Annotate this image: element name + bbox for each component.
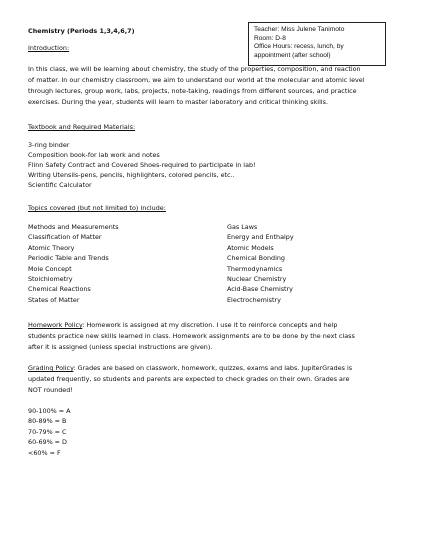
topic-item: Chemical Bonding: [227, 254, 285, 263]
topic-item: Methods and Measurements: [28, 223, 119, 231]
grade-scale-item: <60% = F: [28, 448, 61, 457]
topic-item: Mole Concept: [28, 264, 72, 273]
grading-scale: [28, 406, 402, 458]
teacher-name: Teacher: Miss Julene Tanimoto: [254, 26, 345, 33]
homework-line: after it is assigned (unless special instructions are given).: [28, 343, 213, 351]
grading-line: : Grades are based on classwork, homework, quizzes, exams and labs. JupiterGrades is: [73, 364, 353, 372]
grading-first-line: [28, 363, 402, 374]
materials-heading: Textbook and Required Materials:: [28, 123, 136, 131]
materials-list: [28, 140, 402, 190]
topic-item: Nuclear Chemistry: [227, 275, 287, 284]
topics-left-column: [28, 222, 208, 305]
homework-line: students practice new skills learned in class. Homework assignments are to be done by the next class: [28, 332, 355, 340]
topic-item: Periodic Table and Trends: [28, 254, 109, 263]
topic-item: Classification of Matter: [28, 233, 102, 242]
teacher-info-box: [248, 22, 386, 66]
material-item: Writing Utensils-pens, pencils, highlighters, colored pencils, etc..: [28, 171, 235, 179]
topics-heading: Topics covered (but not limited to) include:: [28, 204, 166, 212]
homework-first-line: [28, 320, 402, 331]
topic-item: Thermodynamics: [227, 264, 283, 273]
homework-heading: Homework Policy: [28, 321, 83, 329]
intro-line: exercises. During the year, students will learn to master laboratory and critical thinking skills.: [28, 98, 328, 106]
topic-item: Acid-Base Chemistry: [227, 285, 293, 294]
room-number: Room: D-8: [254, 34, 286, 42]
intro-line: of matter. In our chemistry classroom, we aim to understand our world at the molecular and atomic level: [28, 76, 365, 84]
office-hours-continued: appointment (after school): [254, 51, 331, 59]
grading-line: updated frequently, so students and parents are expected to check grades on their own. Grades are: [28, 375, 350, 383]
topic-item: Atomic Theory: [28, 243, 75, 252]
grading-line: NOT rounded!: [28, 386, 73, 394]
material-item: Composition book-for lab work and notes: [28, 151, 160, 159]
topic-item: States of Matter: [28, 295, 80, 304]
grading-heading: Grading Policy: [28, 364, 74, 372]
introduction-paragraph: [28, 64, 402, 108]
grade-scale-item: 90-100% = A: [28, 407, 71, 415]
page-title: Chemistry (Periods 1,3,4,6,7): [28, 27, 135, 35]
topic-item: Energy and Enthalpy: [227, 233, 294, 242]
office-hours: Office Hours: recess, lunch, by: [254, 43, 344, 51]
material-item: Scientific Calculator: [28, 181, 92, 189]
homework-paragraph: [28, 320, 402, 353]
grade-scale-item: 70-79% = C: [28, 427, 67, 436]
material-item: Flinn Safety Contract and Covered Shoes-required to participate in lab!: [28, 161, 256, 169]
grade-scale-item: 80-89% = B: [28, 417, 67, 426]
intro-line: In this class, we will be learning about chemistry, the study of the properties, composition, and reaction: [28, 65, 361, 73]
topics-right-column: [227, 222, 397, 305]
topic-item: Stoichiometry: [28, 275, 73, 284]
grading-paragraph: [28, 363, 402, 396]
topic-item: Atomic Models: [227, 243, 274, 252]
intro-line: through lectures, group work, labs, projects, note-taking, readings from different sources, and practice: [28, 87, 357, 95]
material-item: 3-ring binder: [28, 141, 70, 149]
topic-item: Gas Laws: [227, 223, 258, 231]
topic-item: Electrochemistry: [227, 295, 281, 304]
topic-item: Chemical Reactions: [28, 285, 91, 294]
homework-line: : Homework is assigned at my discretion. I use it to reinforce concepts and help: [82, 321, 338, 329]
grade-scale-item: 60-69% = D: [28, 438, 67, 447]
introduction-heading: Introduction:: [28, 44, 70, 52]
